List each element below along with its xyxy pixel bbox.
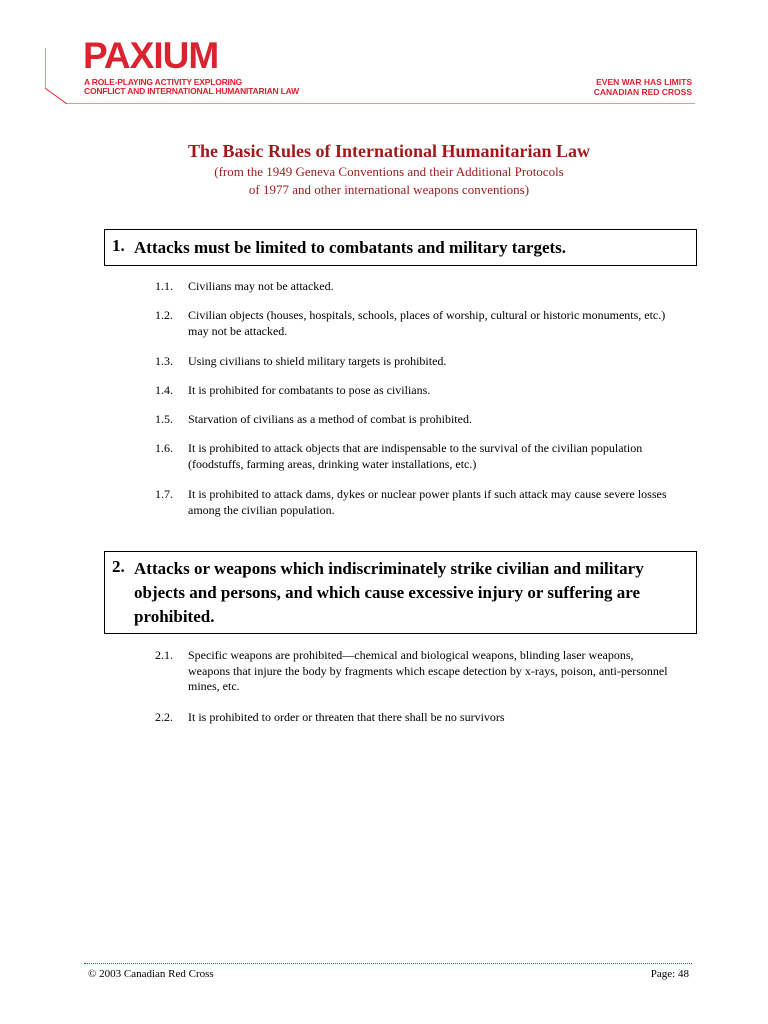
item-text: Civilian objects (houses, hospitals, schools, places of worship, cultural or historic monuments, etc.) may not be attacked. bbox=[188, 308, 666, 338]
footer-copyright: © 2003 Canadian Red Cross bbox=[88, 968, 214, 980]
header-tagline-1: A ROLE-PLAYING ACTIVITY EXPLORING bbox=[84, 77, 243, 87]
header-right-tagline: EVEN WAR HAS LIMITS bbox=[596, 77, 692, 87]
item-number: 2.1. bbox=[155, 648, 173, 662]
page-subtitle-line-1: (from the 1949 Geneva Conventions and their Additional Protocols bbox=[214, 164, 564, 179]
page-title: The Basic Rules of International Humanitarian Law bbox=[187, 141, 591, 161]
item-number: 1.2. bbox=[155, 308, 173, 322]
section-1-heading: Attacks must be limited to combatants and military targets. bbox=[134, 238, 567, 257]
item-number: 2.2. bbox=[155, 710, 173, 724]
item-text: Civilians may not be attacked. bbox=[188, 279, 334, 293]
section-2-heading: Attacks or weapons which indiscriminately strike civilian and military objects and persons, and which cause excessive injury or suffering are prohibited. bbox=[134, 559, 644, 626]
section-2-number: 2. bbox=[112, 557, 125, 576]
item-text: Specific weapons are prohibited—chemical and biological weapons, blinding laser weapons, weapons that injure the body by fragments which escape detection by x-rays, poison, anti-personnel mines, etc. bbox=[188, 648, 668, 693]
section-2-heading-box bbox=[104, 551, 697, 634]
item-text: It is prohibited to attack objects that are indispensable to the survival of the civilian population (foodstuffs, farming areas, drinking water installations, etc.) bbox=[188, 441, 643, 471]
header-tagline-2: CONFLICT AND INTERNATIONAL HUMANITARIAN LAW bbox=[84, 86, 299, 96]
item-number: 1.3. bbox=[155, 354, 173, 368]
page-subtitle-line-2: of 1977 and other international weapons conventions) bbox=[248, 182, 530, 197]
footer-divider bbox=[84, 963, 692, 964]
item-text: Using civilians to shield military targets is prohibited. bbox=[188, 354, 447, 368]
section-1-number: 1. bbox=[112, 236, 125, 255]
item-number: 1.5. bbox=[155, 412, 173, 426]
item-number: 1.4. bbox=[155, 383, 173, 397]
item-text: It is prohibited to attack dams, dykes or nuclear power plants if such attack may cause severe losses among the civilian population. bbox=[188, 487, 667, 517]
item-number: 1.1. bbox=[155, 279, 173, 293]
item-text: Starvation of civilians as a method of combat is prohibited. bbox=[188, 412, 472, 426]
item-text: It is prohibited to order or threaten that there shall be no survivors bbox=[188, 710, 505, 724]
item-text: It is prohibited for combatants to pose as civilians. bbox=[188, 383, 431, 397]
item-number: 1.7. bbox=[155, 487, 173, 501]
footer-page-number: Page: 48 bbox=[650, 968, 689, 980]
item-number: 1.6. bbox=[155, 441, 173, 455]
header-organization: CANADIAN RED CROSS bbox=[593, 87, 692, 97]
section-1-heading-box bbox=[104, 229, 697, 266]
paxium-logo: PAXIUM bbox=[83, 35, 219, 76]
